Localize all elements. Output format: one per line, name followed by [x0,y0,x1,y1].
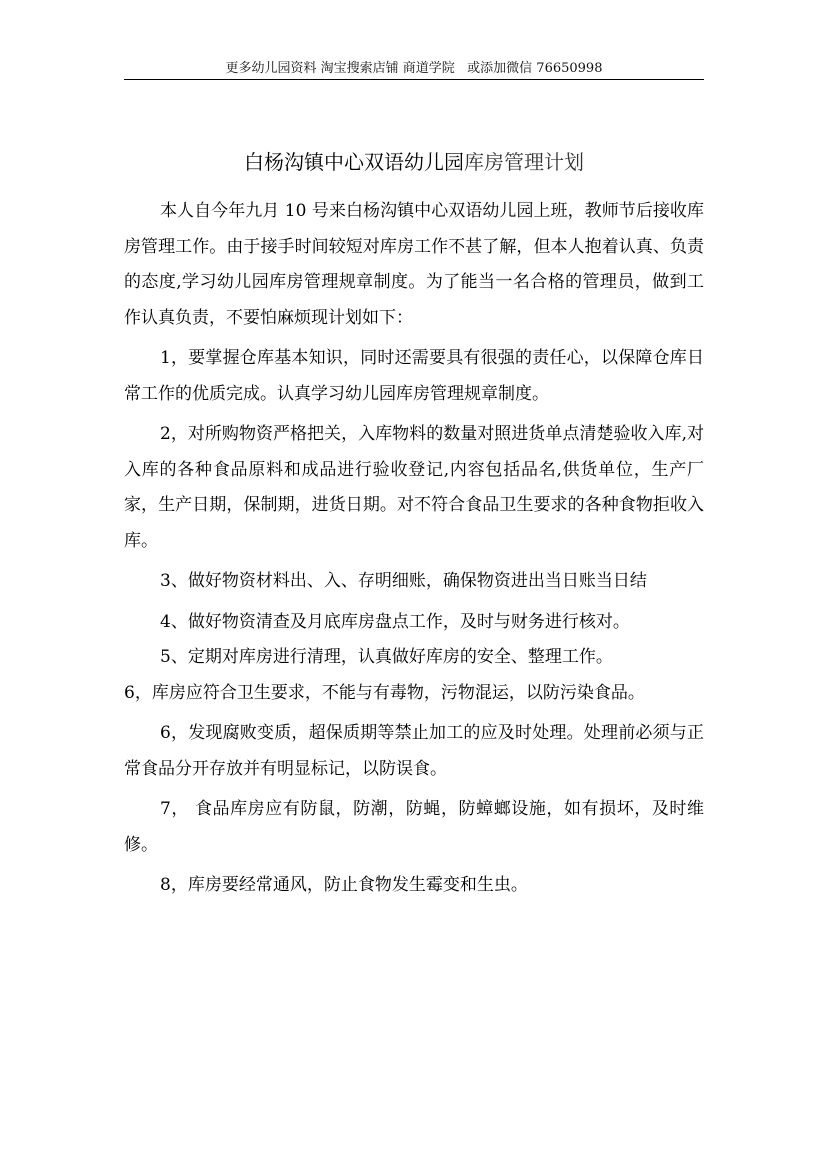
paragraph-item-2: 2，对所购物资严格把关，入库物料的数量对照进货单点清楚验收入库,对入库的各种食品原料和成品进行验收登记,内容包括品名,供货单位，生产厂家，生产日期，保制期，进货日期。对不符合食品卫生要求的各种食物拒收入库。 [124,424,704,551]
page-header: 更多幼儿园资料 淘宝搜索店铺 商道学院 或添加微信 76650998 [225,61,603,76]
paragraph-intro: 本人自今年九月 10 号来白杨沟镇中心双语幼儿园上班，教师节后接收库房管理工作。由于接手时间较短对库房工作不甚了解，但本人抱着认真、负责的态度,学习幼儿园库房管理规章制度。为了能当一名合格的管理员，做到工作认真负责，不要怕麻烦现计划如下： [124,201,704,328]
paragraph-item-3: 3、做好物资材料出、入、存明细账，确保物资进出当日账当日结 [160,571,647,591]
paragraph-item-4: 4、做好物资清查及月底库房盘点工作，及时与财务进行核对。 [160,611,630,632]
paragraph-item-8: 8，库房要经常通风，防止食物发生霉变和生虫。 [160,875,528,895]
paragraph-item-7: 7， 食品库房应有防鼠，防潮，防蝇，防蟑螂设施，如有损坏，及时维修。 [124,799,704,855]
paragraph-item-6a: 6，库房应符合卫生要求，不能与有毒物，污物混运，以防污染食品。 [124,682,645,703]
document-title-main: 白杨沟镇中心双语幼儿园 [244,150,464,174]
document-title-accent: 库房管理计划 [464,150,584,174]
paragraph-item-1: 1，要掌握仓库基本知识，同时还需要具有很强的责任心，以保障仓库日常工作的优质完成。认真学习幼儿园库房管理规章制度。 [124,348,704,404]
document-body [124,194,704,904]
header-divider [124,79,704,80]
document-title [124,148,704,176]
paragraph-item-5: 5、定期对库房进行清理，认真做好库房的安全、整理工作。 [160,647,613,667]
paragraph-item-6b: 6，发现腐败变质，超保质期等禁止加工的应及时处理。处理前必须与正常食品分开存放并有明显标记，以防误食。 [124,723,704,779]
